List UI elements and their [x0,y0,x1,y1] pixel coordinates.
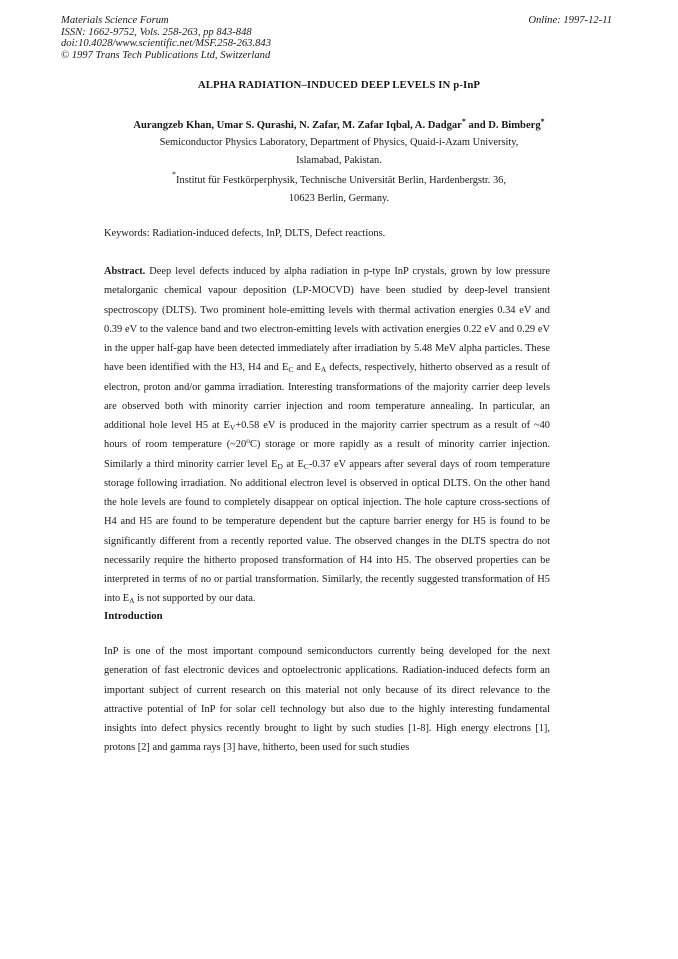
affiliation-2-line-2: 10623 Berlin, Germany. [288,193,390,204]
affiliation-2 [0,172,678,208]
introduction-text: InP is one of the most important compound semiconductors currently being developed for the next generation of fast electronic devices and optoelectronic applications. Radiation-induced defects form an important subject of current research on this material not only because of its direct relevance to the attractive potential of InP for solar cell technology but also due to the highly interesting fundamental insights into defect physics recently brought to light by such studies [1-8]. High energy electrons [1], protons [2] and gamma rays [3] have, hitherto, been used for such studies [104,646,550,754]
author-affiliation-mark: * [461,117,466,126]
introduction-heading: Introduction [104,610,163,622]
paper-title: ALPHA RADIATION–INDUCED DEEP LEVELS IN p-InP [197,79,481,91]
author-list [0,117,678,131]
affiliation-1 [0,134,678,170]
journal-header [61,15,271,61]
issn-line: ISSN: 1662-9752, Vols. 258-263, pp 843-848 [61,26,252,38]
online-date: Online: 1997-12-11 [528,15,612,26]
abstract: Abstract. Deep level defects induced by alpha radiation in p-type InP crystals, grown by low pressure metalorganic chemical vapour deposition (LP-MOCVD) have been studied by deep-level transient spectroscopy (DLTS). Two prominent hole-emitting levels with thermal activation energies 0.34 eV and 0.39 eV to the valence band and two electron-emitting levels with activation energies 0.22 eV and 0.29 eV in the upper half-gap have been detected immediately after irradiation by 5.48 MeV alpha particles. These have been identified with the H3, H4 and $E_C$ and $E_A$ defects, respectively, hitherto observed as a result of electron, proton and/or gamma irradiation. Interesting transformations of the majority carrier deep levels are observed both with minority carrier injection and room temperature annealing. In particular, an additional hole level H5 at $E_V+0.58$ eV is produced in the majority carrier spectrum as a result of ~40 hours of room temperature (~20$^o$C) storage or more rapidly as a result of minority carrier injection. Similarly a third minority carrier level $E_D$ at $E_C-0.37$ eV appears after several days of room temperature storage following irradiation. No additional electron level is observed in optical DLTS. On the other hand the hole levels are found to completely disappear on optical injection. The hole capture cross-sections of H4 and H5 are found to be temperature dependent but the capture barrier energy for H5 is found to be significantly different from a recently reported value. The observed changes in the DLTS spectra do not necessarily require the hitherto proposed transformation of H4 into H5. The observed properties can be interpreted in terms of no or partial transformation. Similarly, the recently suggested transformation of H5 into $E_A$ is not supported by our data. [104,266,551,606]
doi-line[interactable]: doi:10.4028/www.scientific.net/MSF.258-263.843 [61,38,271,50]
copyright-line: © 1997 Trans Tech Publications Ltd, Switzerland [61,49,271,61]
affiliation-1-line-1: Semiconductor Physics Laboratory, Department of Physics, Quaid-i-Azam University, [159,137,519,148]
authors-last: and D. Bimberg [465,120,541,131]
affiliation-2-mark: * [172,170,177,179]
journal-name: Materials Science Forum [61,15,169,26]
affiliation-1-line-2: Islamabad, Pakistan. [296,155,382,166]
affiliation-2-line-1: *Institut für Festkörperphysik, Technische Universität Berlin, Hardenbergstr. 36, [172,170,506,186]
authors-main: Aurangzeb Khan, Umar S. Qurashi, N. Zafar, M. Zafar Iqbal, A. Dadgar [133,120,462,131]
abstract-label: Abstract. [104,266,146,277]
author-affiliation-mark-2: * [540,117,545,126]
keywords: Keywords: Radiation-induced defects, InP, DLTS, Defect reactions. [104,228,386,239]
